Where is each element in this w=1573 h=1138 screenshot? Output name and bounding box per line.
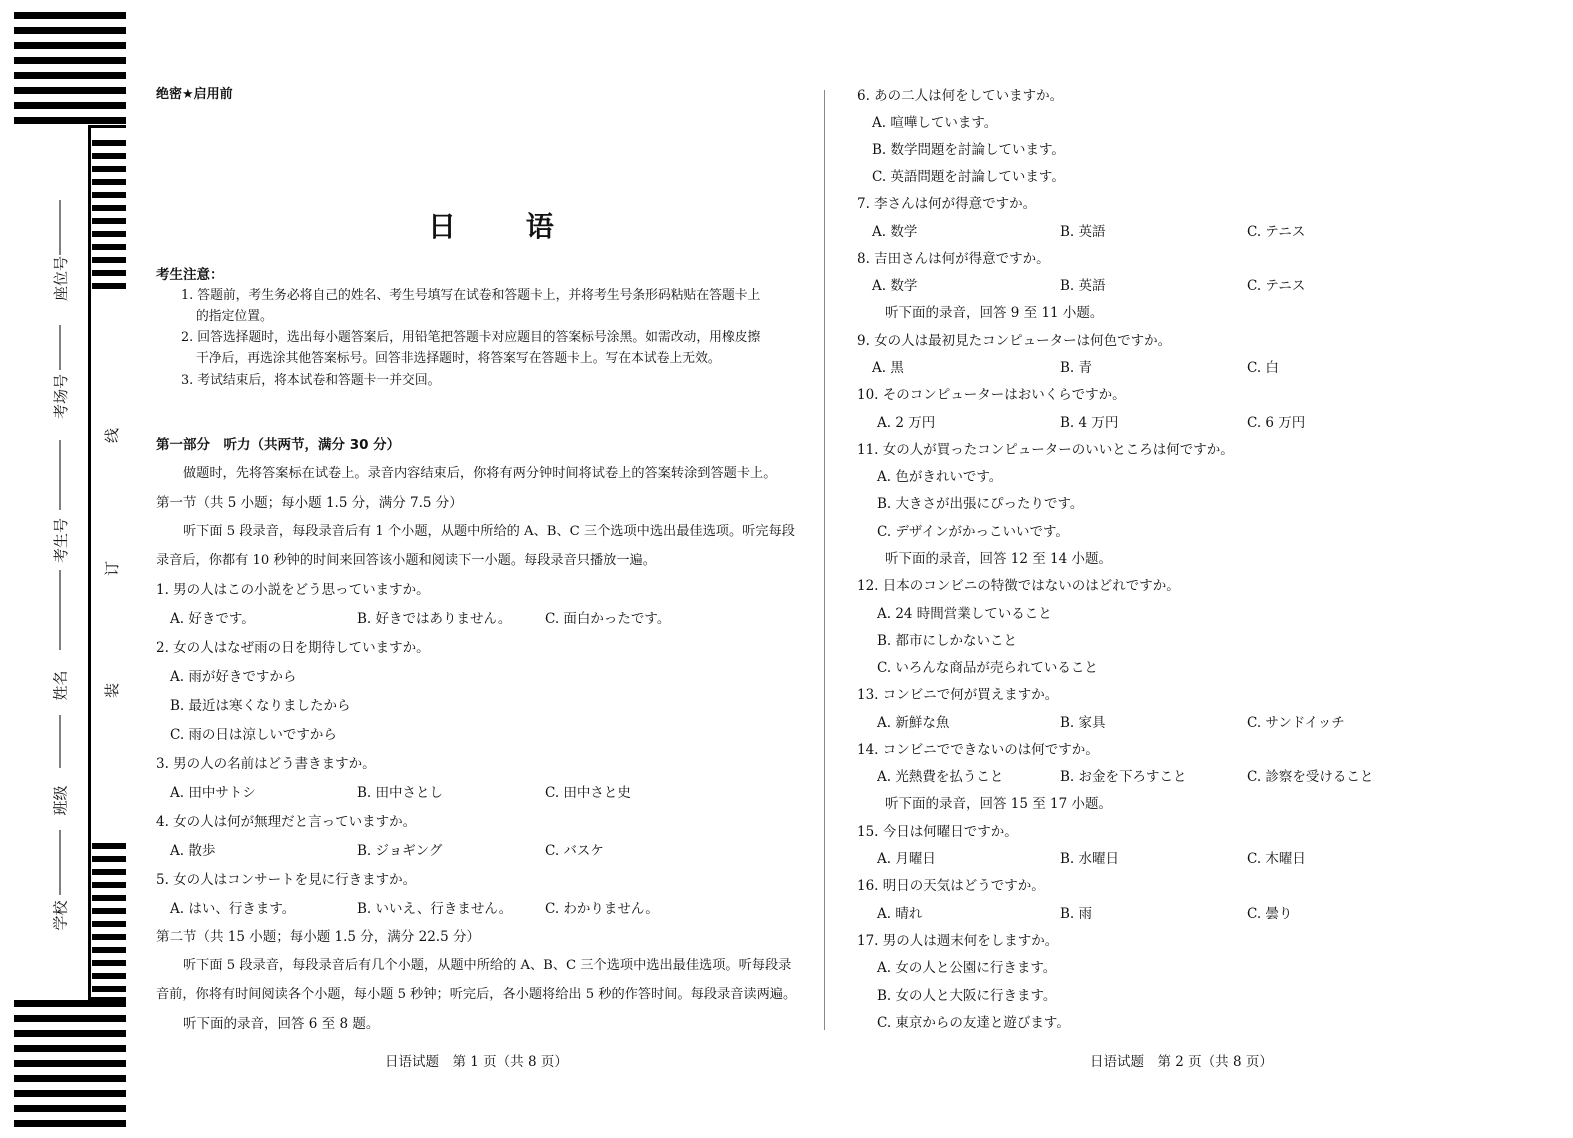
question-4: 4. 女の人は何が無理だと言っていますか。 bbox=[156, 814, 417, 830]
question-6: 6. あの二人は何をしていますか。 bbox=[857, 88, 1064, 104]
field-candidate-number: 考生号 bbox=[52, 517, 71, 564]
question-16: 16. 明日の天気はどうですか。 bbox=[857, 878, 1045, 894]
option-b: B. 雨 bbox=[1060, 906, 1093, 922]
field-school: 学校 bbox=[51, 900, 70, 931]
question-17: 17. 男の人は週末何をしますか。 bbox=[857, 933, 1059, 949]
option-a: A. 月曜日 bbox=[877, 851, 936, 867]
option-c: C. 面白かったです。 bbox=[545, 611, 671, 627]
field-class: 班级 bbox=[51, 785, 70, 816]
listen-instruction: 听下面的录音，回答 9 至 11 小题。 bbox=[885, 305, 1104, 321]
page-footer: 日语试题 第 1 页（共 8 页） bbox=[385, 1054, 568, 1070]
question-12: 12. 日本のコンビニの特徴ではないのはどれですか。 bbox=[857, 578, 1180, 594]
option-c: C. 白 bbox=[1247, 360, 1279, 376]
option-b: B. 英語 bbox=[1060, 224, 1106, 240]
notice-line: 1. 答题前，考生务必将自己的姓名、考生号填写在试卷和答题卡上，并将考生号条形码粘贴在答题卡上 bbox=[181, 288, 761, 303]
notice-line: 2. 回答选择题时，选出每小题答案后，用铅笔把答题卡对应题目的答案标号涂黑。如需改动，用橡皮擦 bbox=[181, 330, 761, 345]
option-a: A. 女の人と公園に行きます。 bbox=[877, 960, 1057, 976]
notice-line: 的指定位置。 bbox=[196, 309, 273, 324]
page-footer: 日语试题 第 2 页（共 8 页） bbox=[1090, 1054, 1273, 1070]
option-b: B. 青 bbox=[1060, 360, 1093, 376]
listen-instruction: 听下面的录音，回答 6 至 8 题。 bbox=[183, 1016, 380, 1032]
listen-instruction: 听下面的录音，回答 15 至 17 小题。 bbox=[885, 796, 1113, 812]
option-b: B. 水曜日 bbox=[1060, 851, 1120, 867]
option-a: A. 晴れ bbox=[877, 906, 923, 922]
option-b: B. 大きさが出張にぴったりです。 bbox=[877, 496, 1084, 512]
option-c: C. 診察を受けること bbox=[1247, 769, 1374, 785]
option-b: B. いいえ、行きません。 bbox=[357, 901, 513, 917]
option-b: B. 田中さとし bbox=[357, 785, 444, 801]
option-a: A. 好きです。 bbox=[170, 611, 255, 627]
option-c: C. 木曜日 bbox=[1247, 851, 1306, 867]
option-c: C. 英語問題を討論しています。 bbox=[872, 169, 1065, 185]
question-7: 7. 李さんは何が得意ですか。 bbox=[857, 196, 1037, 212]
option-c: C. 曇り bbox=[1247, 906, 1293, 922]
option-c: C. 東京からの友達と遊びます。 bbox=[877, 1015, 1070, 1031]
section1-intro: 听下面 5 段录音，每段录音后有 1 个小题，从题中所给的 A、B、C 三个选项中选出最佳选项。听完每段 bbox=[183, 524, 795, 539]
notice-line: 干净后，再选涂其他答案标号。回答非选择题时，将答案写在答题卡上。写在本试卷上无效。 bbox=[196, 351, 721, 366]
question-8: 8. 吉田さんは何が得意ですか。 bbox=[857, 251, 1050, 267]
option-c: C. 田中さと史 bbox=[545, 785, 631, 801]
question-11: 11. 女の人が買ったコンピューターのいいところは何ですか。 bbox=[857, 442, 1234, 458]
option-c: C. わかりません。 bbox=[545, 901, 659, 917]
part1-intro: 做题时，先将答案标在试卷上。录音内容结束后，你将有两分钟时间将试卷上的答案转涂到答题卡上。 bbox=[183, 466, 777, 481]
option-a: A. 光熱費を払うこと bbox=[877, 769, 1004, 785]
notice-line: 3. 考试结束后，将本试卷和答题卡一并交回。 bbox=[181, 373, 441, 388]
listen-instruction: 听下面的录音，回答 12 至 14 小题。 bbox=[885, 551, 1113, 567]
option-a: A. 色がきれいです。 bbox=[877, 469, 1003, 485]
question-15: 15. 今日は何曜日ですか。 bbox=[857, 824, 1018, 840]
cut-mark-line: 线 bbox=[103, 427, 122, 444]
field-exam-room: 考场号 bbox=[52, 373, 71, 420]
confidential-label: 绝密★启用前 bbox=[156, 87, 233, 102]
option-c: C. デザインがかっこいいです。 bbox=[877, 524, 1069, 540]
option-a: A. 数学 bbox=[872, 278, 918, 294]
option-a: A. 喧嘩しています。 bbox=[872, 115, 998, 131]
notice-heading: 考生注意： bbox=[156, 267, 224, 283]
section1-intro: 录音后，你都有 10 秒钟的时间来回答该小题和阅读下一小题。每段录音只播放一遍。 bbox=[156, 553, 656, 568]
option-a: A. 散歩 bbox=[170, 843, 216, 859]
option-c: C. 6 万円 bbox=[1247, 415, 1306, 431]
option-b: B. お金を下ろすこと bbox=[1060, 769, 1187, 785]
part1-heading: 第一部分 听力（共两节，满分 30 分） bbox=[156, 437, 401, 453]
question-2: 2. 女の人はなぜ雨の日を期待していますか。 bbox=[156, 640, 430, 656]
option-b: B. 数学問題を討論しています。 bbox=[872, 142, 1065, 158]
question-13: 13. コンビニで何が買えますか。 bbox=[857, 687, 1059, 703]
option-b: B. 最近は寒くなりましたから bbox=[170, 698, 351, 714]
option-c: C. サンドイッチ bbox=[1247, 715, 1345, 731]
option-b: B. 英語 bbox=[1060, 278, 1106, 294]
option-a: A. 新鮮な魚 bbox=[877, 715, 950, 731]
cut-mark-bind: 订 bbox=[103, 560, 122, 577]
option-a: A. はい、行きます。 bbox=[170, 901, 296, 917]
option-a: A. 田中サトシ bbox=[170, 785, 256, 801]
binding-strip bbox=[0, 0, 135, 1138]
section1-heading: 第一节（共 5 小题；每小题 1.5 分，满分 7.5 分） bbox=[156, 495, 463, 511]
option-c: C. テニス bbox=[1247, 278, 1306, 294]
option-a: A. 24 時間営業していること bbox=[877, 606, 1052, 622]
option-b: B. 好きではありません。 bbox=[357, 611, 512, 627]
section2-intro: 听下面 5 段录音，每段录音后有几个小题，从题中所给的 A、B、C 三个选项中选出最佳选项。听每段录 bbox=[183, 958, 792, 973]
cut-mark-pack: 装 bbox=[103, 682, 122, 699]
option-b: B. 都市にしかないこと bbox=[877, 633, 1018, 649]
option-c: C. いろんな商品が売られていること bbox=[877, 660, 1098, 676]
option-b: B. 4 万円 bbox=[1060, 415, 1119, 431]
option-c: C. テニス bbox=[1247, 224, 1306, 240]
option-a: A. 雨が好きですから bbox=[170, 669, 297, 685]
question-3: 3. 男の人の名前はどう書きますか。 bbox=[156, 756, 376, 772]
section2-heading: 第二节（共 15 小题；每小题 1.5 分，满分 22.5 分） bbox=[156, 929, 480, 945]
question-9: 9. 女の人は最初見たコンピューターは何色ですか。 bbox=[857, 333, 1172, 349]
field-seat-number: 座位号 bbox=[52, 255, 71, 302]
question-5: 5. 女の人はコンサートを見に行きますか。 bbox=[156, 872, 417, 888]
question-1: 1. 男の人はこの小説をどう思っていますか。 bbox=[156, 582, 430, 598]
page-divider bbox=[824, 90, 825, 1030]
option-c: C. 雨の日は涼しいですから bbox=[170, 727, 337, 743]
option-a: A. 黒 bbox=[872, 360, 904, 376]
option-b: B. 女の人と大阪に行きます。 bbox=[877, 988, 1057, 1004]
option-a: A. 数学 bbox=[872, 224, 918, 240]
section2-intro: 音前，你将有时间阅读各个小题，每小题 5 秒钟；听完后，各小题将给出 5 秒的作答时间。每段录音读两遍。 bbox=[156, 987, 797, 1002]
field-name: 姓名 bbox=[51, 670, 70, 701]
option-b: B. ジョギング bbox=[357, 843, 443, 859]
question-10: 10. そのコンピューターはおいくらですか。 bbox=[857, 387, 1126, 403]
page-title: 日 语 bbox=[428, 210, 584, 243]
option-c: C. バスケ bbox=[545, 843, 604, 859]
question-14: 14. コンビニでできないのは何ですか。 bbox=[857, 742, 1099, 758]
option-a: A. 2 万円 bbox=[877, 415, 936, 431]
option-b: B. 家具 bbox=[1060, 715, 1106, 731]
